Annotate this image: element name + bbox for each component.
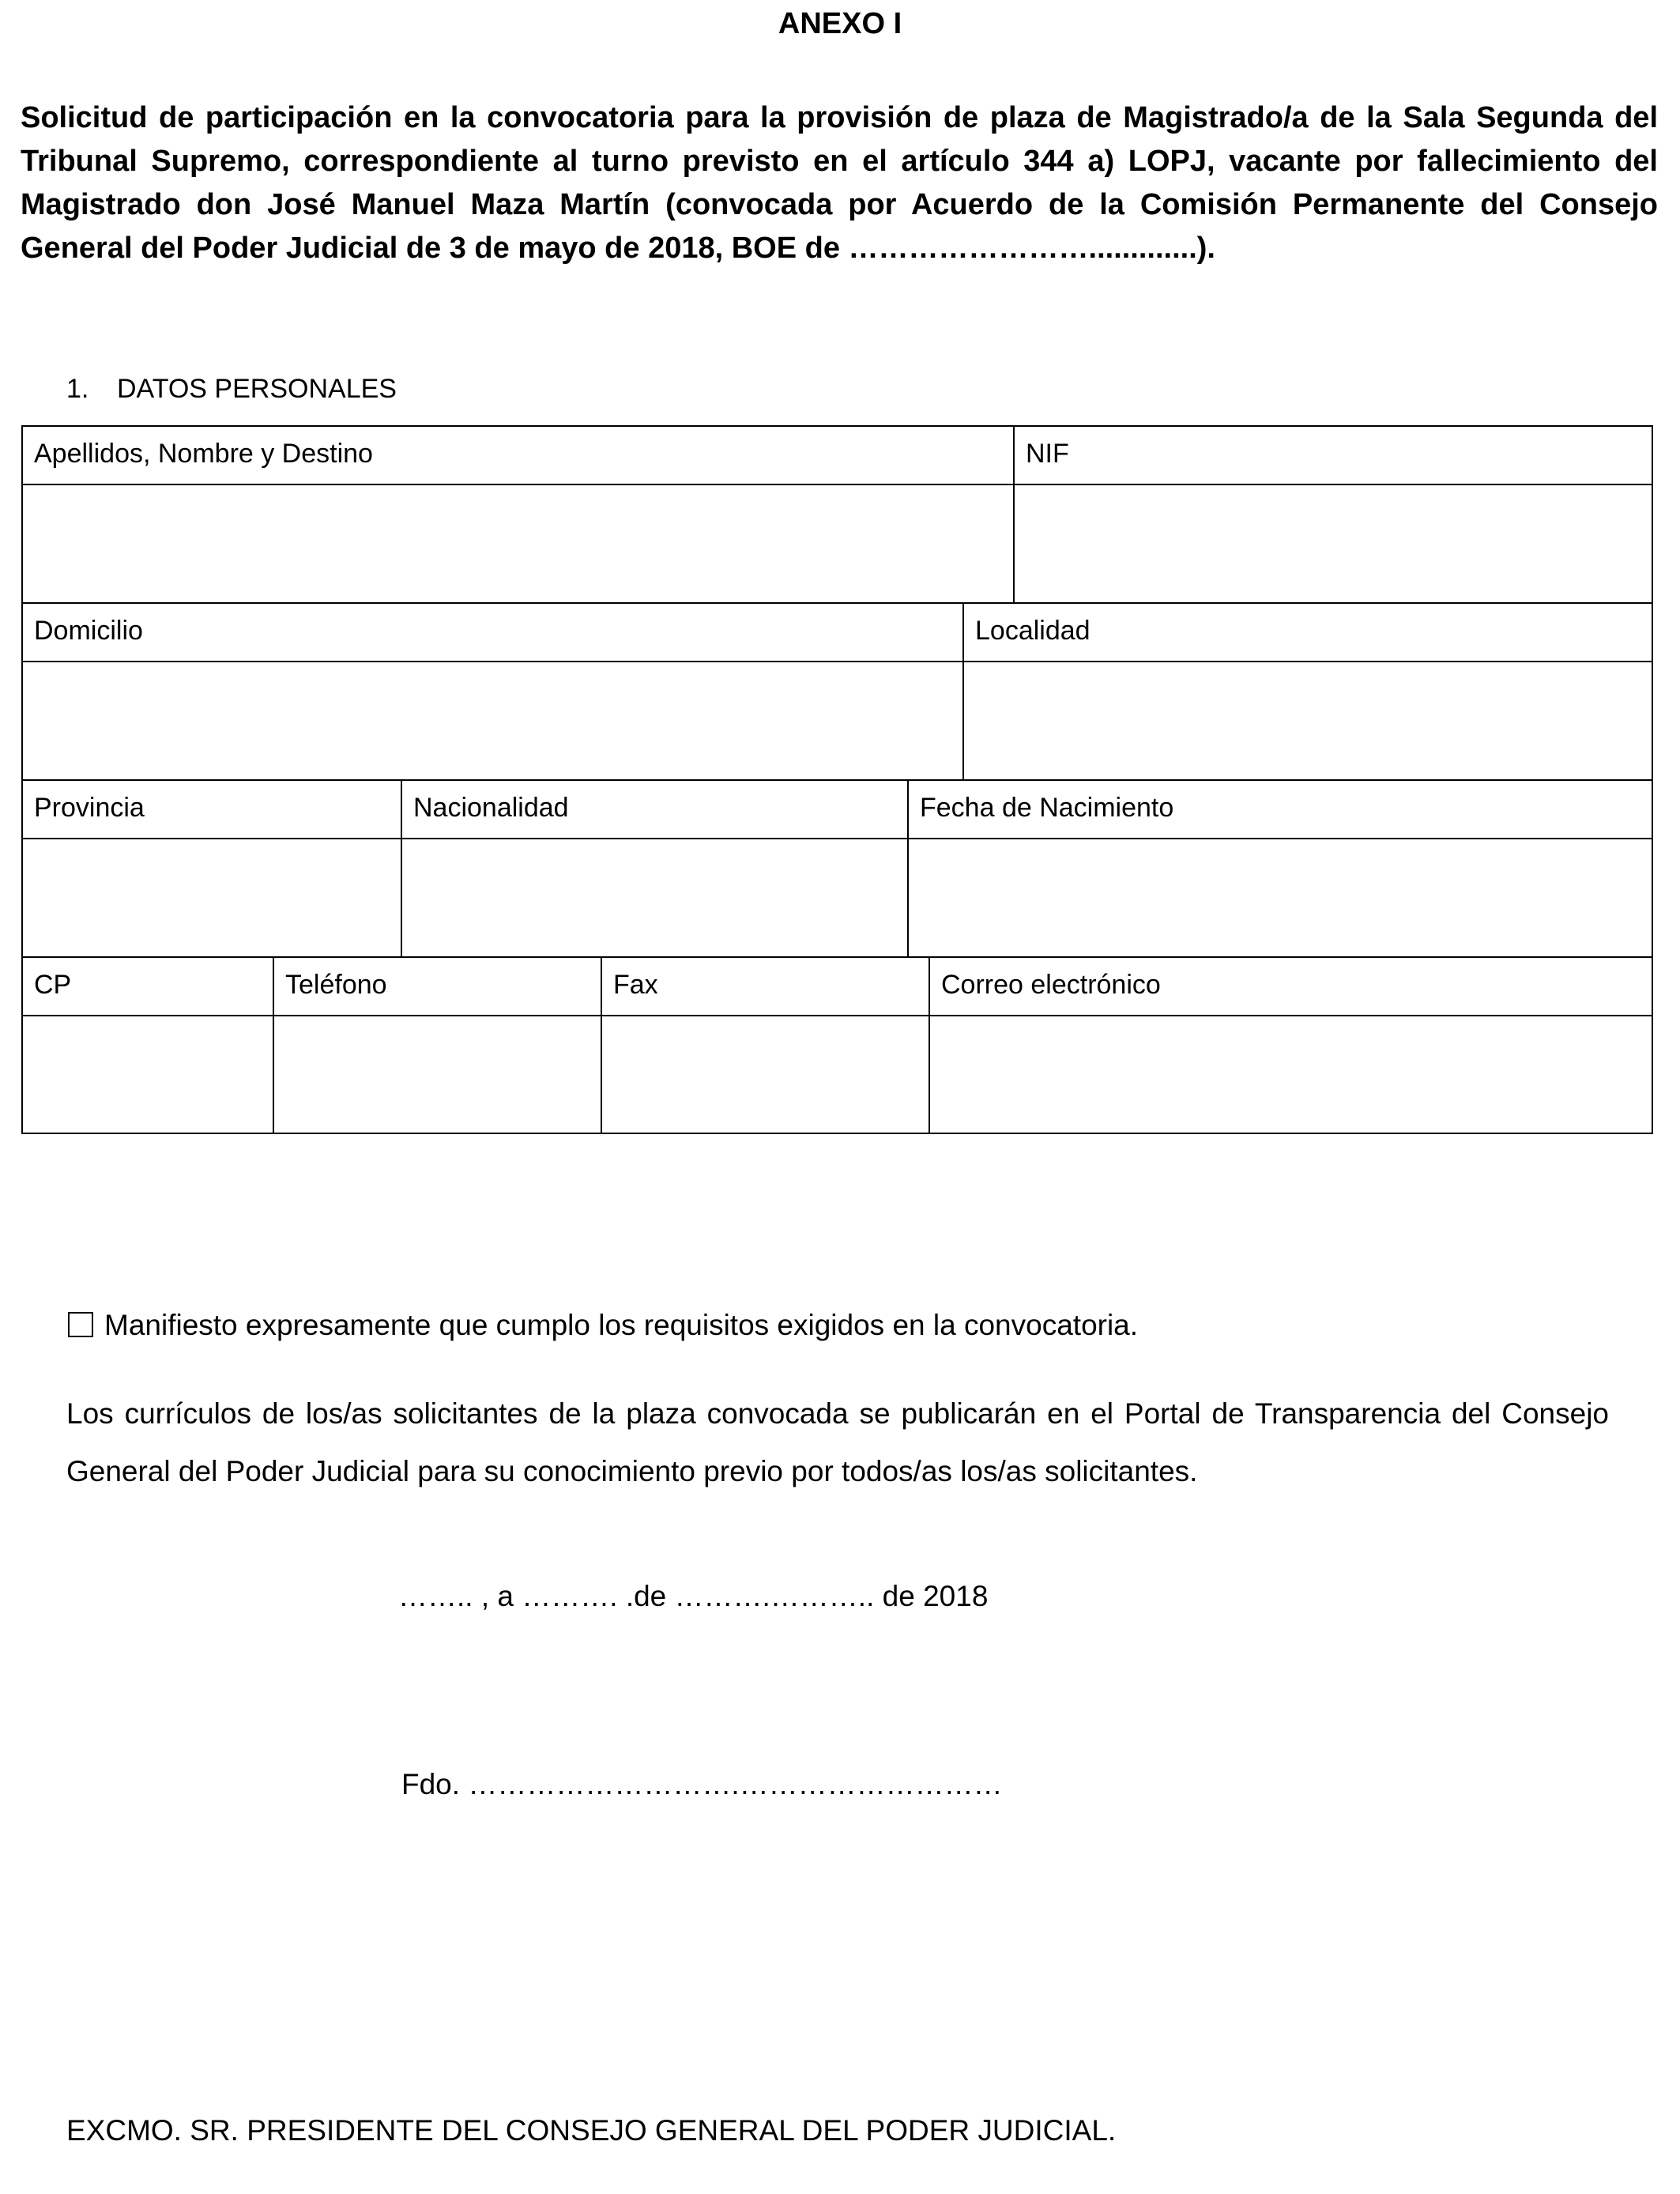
addressee: EXCMO. SR. PRESIDENTE DEL CONSEJO GENERAL DEL PODER JUDICIAL.	[66, 2114, 1117, 2147]
date-place-line: …….. , a ………. .de ……….……….. de 2018	[398, 1580, 989, 1612]
fax-label: Fax	[601, 956, 930, 1016]
section-heading-personal-data	[66, 373, 397, 405]
document-title: ANEXO I	[778, 7, 902, 40]
fax-field[interactable]	[601, 1015, 930, 1134]
cp-field[interactable]	[21, 1015, 274, 1134]
telefono-field[interactable]	[273, 1015, 602, 1134]
section-title: DATOS PERSONALES	[117, 374, 397, 404]
requirements-checkbox[interactable]	[68, 1312, 93, 1337]
application-description: Solicitud de participación en la convocatoria para la provisión de plaza de Magistrado/a de la Sala Segunda del Tribunal Supremo, correspondiente al turno previsto en el artículo 344 a) LOPJ, vacante por fallecimiento del Magistrado don José Manuel Maza Martín (convocada por Acuerdo de la Comisión Permanente del Consejo General del Poder Judicial de 3 de mayo de 2018, BOE de …………………….............).	[21, 101, 1658, 265]
correo-label: Correo electrónico	[929, 956, 1653, 1016]
domicilio-field[interactable]	[21, 661, 964, 781]
fecha-nacimiento-field[interactable]	[907, 838, 1653, 958]
apellidos-label: Apellidos, Nombre y Destino	[21, 425, 1015, 485]
nif-field[interactable]	[1013, 484, 1653, 604]
domicilio-label: Domicilio	[21, 602, 964, 662]
provincia-field[interactable]	[21, 838, 402, 958]
requirements-declaration	[68, 1308, 1138, 1343]
nif-label: NIF	[1013, 425, 1653, 485]
nacionalidad-label: Nacionalidad	[401, 779, 909, 839]
fecha-nacimiento-label: Fecha de Nacimiento	[907, 779, 1653, 839]
transparency-notice: Los currículos de los/as solicitantes de la plaza convocada se publicarán en el Portal de Transparencia del Consejo General del Poder Judicial para su conocimiento previo por todos/as los/as solicitantes.	[66, 1397, 1609, 1487]
nacionalidad-field[interactable]	[401, 838, 909, 958]
cp-label: CP	[21, 956, 274, 1016]
localidad-field[interactable]	[962, 661, 1653, 781]
provincia-label: Provincia	[21, 779, 402, 839]
correo-field[interactable]	[929, 1015, 1653, 1134]
apellidos-field[interactable]	[21, 484, 1015, 604]
section-number: 1.	[66, 374, 89, 404]
localidad-label: Localidad	[962, 602, 1653, 662]
requirements-text: Manifiesto expresamente que cumplo los requisitos exigidos en la convocatoria.	[104, 1309, 1139, 1341]
telefono-label: Teléfono	[273, 956, 602, 1016]
signature-line: Fdo. ……………………….………………………	[401, 1768, 1003, 1800]
